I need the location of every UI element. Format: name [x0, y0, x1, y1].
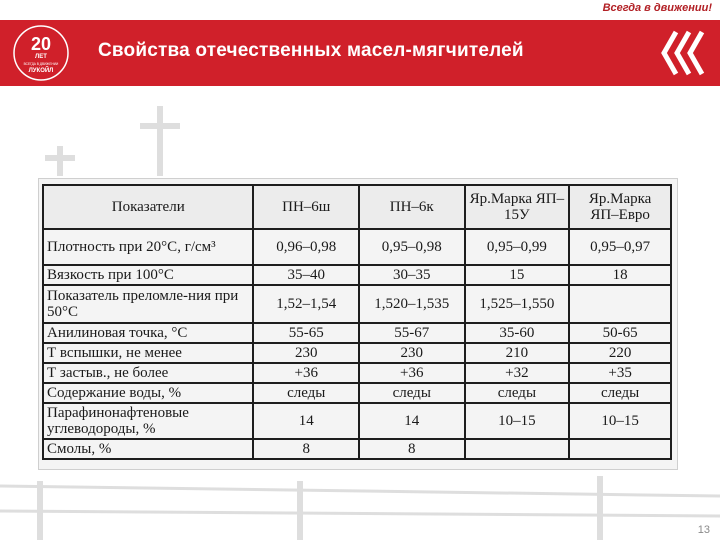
table-header-row — [43, 185, 671, 229]
table-cell — [569, 285, 671, 323]
table-cell: следы — [569, 383, 671, 403]
row-label: Плотность при 20°С, г/см³ — [43, 229, 253, 265]
row-label: Смолы, % — [43, 439, 253, 459]
table-cell: 230 — [359, 343, 465, 363]
table-cell: 1,52–1,54 — [253, 285, 359, 323]
logo-brand: ЛУКОЙЛ — [28, 68, 54, 74]
table-cell: 55-65 — [253, 323, 359, 343]
table-cell: 8 — [253, 439, 359, 459]
table-cell: следы — [465, 383, 570, 403]
row-label: Парафинонафтеновые углеводороды, % — [43, 403, 253, 439]
table-cell: 18 — [569, 265, 671, 285]
row-label: Анилиновая точка, °С — [43, 323, 253, 343]
table-cell: следы — [253, 383, 359, 403]
table-cell: 30–35 — [359, 265, 465, 285]
table-cell: 14 — [253, 403, 359, 439]
table-row — [43, 343, 671, 363]
row-label: Показатель преломле-ния при 50°С — [43, 285, 253, 323]
table-cell: 1,520–1,535 — [359, 285, 465, 323]
chevrons-logo-icon — [654, 26, 708, 80]
column-header: ПН–6ш — [253, 185, 359, 229]
table-cell: 0,95–0,98 — [359, 229, 465, 265]
table-cell: 0,96–0,98 — [253, 229, 359, 265]
table-cell: 14 — [359, 403, 465, 439]
table-row — [43, 323, 671, 343]
logo-tagline: ВСЕГДА В ДВИЖЕНИИ — [23, 62, 59, 66]
table-cell: 8 — [359, 439, 465, 459]
table-cell: 0,95–0,99 — [465, 229, 570, 265]
column-header: Яр.Марка ЯП–Евро — [569, 185, 671, 229]
table-cell: +32 — [465, 363, 570, 383]
properties-table — [42, 184, 672, 460]
table-row — [43, 403, 671, 439]
column-header: ПН–6к — [359, 185, 465, 229]
table-cell: +36 — [253, 363, 359, 383]
table-row — [43, 363, 671, 383]
logo-years: ЛЕТ — [35, 54, 47, 60]
table-cell: 50-65 — [569, 323, 671, 343]
row-label: Вязкость при 100°С — [43, 265, 253, 285]
table-cell: 1,525–1,550 — [465, 285, 570, 323]
table-row — [43, 265, 671, 285]
table-row — [43, 285, 671, 323]
table-row — [43, 229, 671, 265]
table-cell — [569, 439, 671, 459]
column-header: Показатели — [43, 185, 253, 229]
table-cell — [465, 439, 570, 459]
column-header: Яр.Марка ЯП–15У — [465, 185, 570, 229]
lukoil-20-years-logo — [10, 24, 72, 82]
table-cell: +36 — [359, 363, 465, 383]
table-cell: +35 — [569, 363, 671, 383]
table-cell: 220 — [569, 343, 671, 363]
slogan: Всегда в движении! — [602, 2, 712, 14]
table-cell: 35-60 — [465, 323, 570, 343]
row-label: Т застыв., не более — [43, 363, 253, 383]
table-cell: 15 — [465, 265, 570, 285]
slide-title: Свойства отечественных масел-мягчителей — [98, 40, 524, 61]
table-cell: 230 — [253, 343, 359, 363]
table-cell: 10–15 — [569, 403, 671, 439]
table-cell: 210 — [465, 343, 570, 363]
table-cell: 0,95–0,97 — [569, 229, 671, 265]
row-label: Т вспышки, не менее — [43, 343, 253, 363]
table-cell: следы — [359, 383, 465, 403]
properties-table-panel — [38, 178, 678, 470]
table-row — [43, 383, 671, 403]
table-row — [43, 439, 671, 459]
logo-number: 20 — [30, 34, 52, 54]
table-cell: 10–15 — [465, 403, 570, 439]
table-cell: 35–40 — [253, 265, 359, 285]
row-label: Содержание воды, % — [43, 383, 253, 403]
table-cell: 55-67 — [359, 323, 465, 343]
page-number: 13 — [697, 524, 710, 536]
